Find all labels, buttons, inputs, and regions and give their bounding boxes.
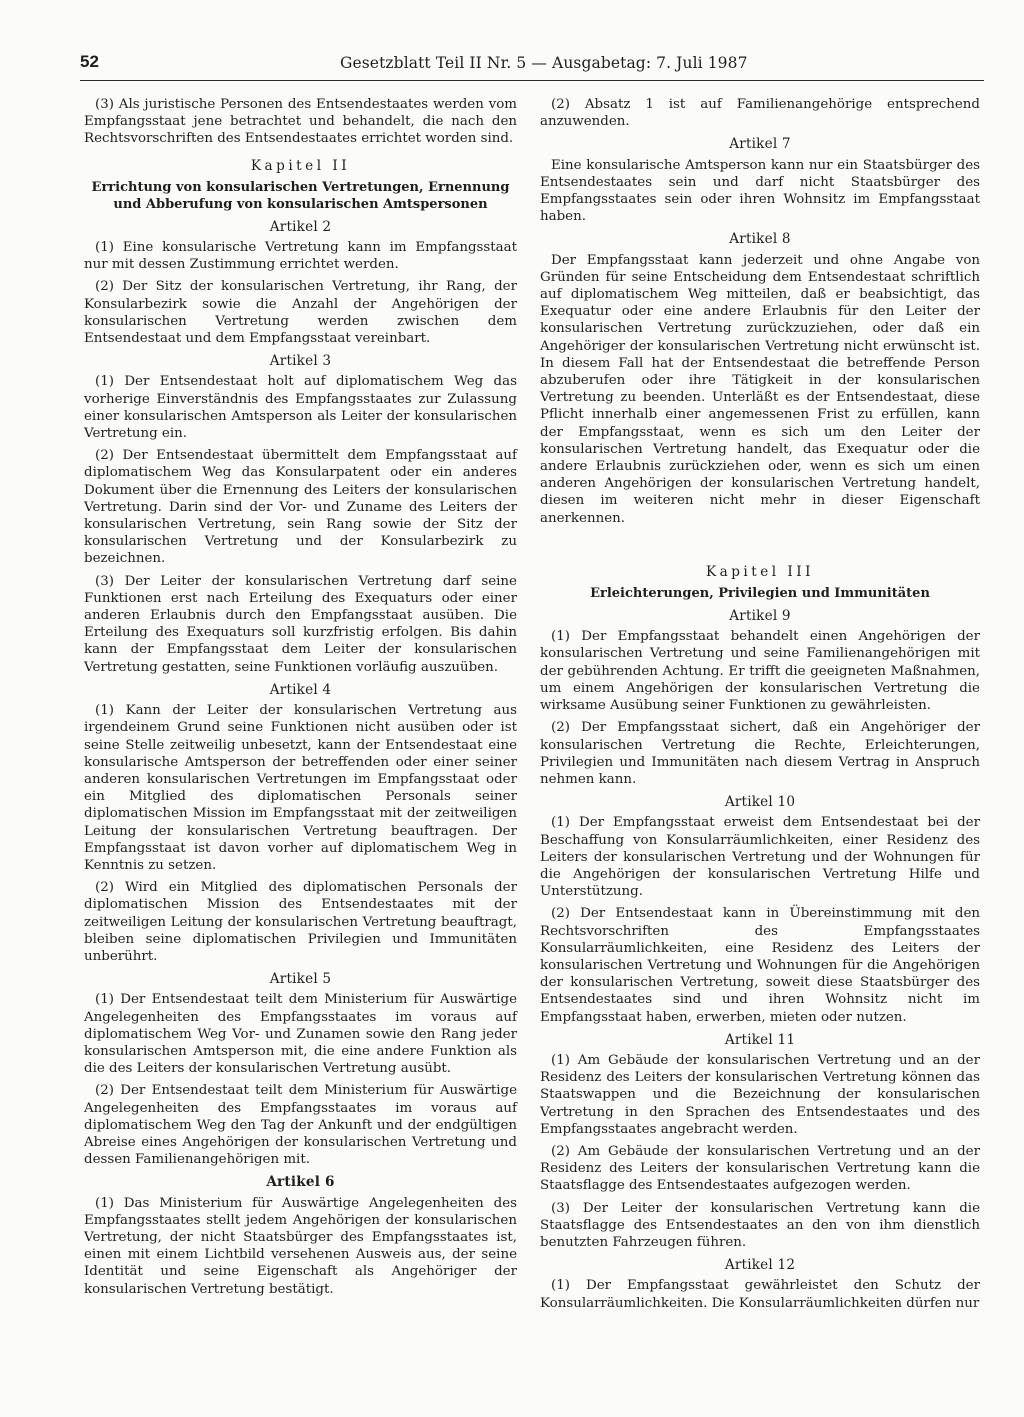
paragraph: (1) Der Entsendestaat teilt dem Ministerium für Auswärtige Angelegenheiten des Empfangsstaates im voraus auf diplomatischem Weg Vor- und Zunamen sowie den Rang jeder konsularischen Amtsperson mit, die eine andere Funktion als die des Leiters der konsularischen Vertretung ausübt. bbox=[84, 992, 517, 1077]
article-heading: Artikel 4 bbox=[269, 681, 332, 698]
left-column bbox=[84, 96, 517, 1303]
page-header bbox=[80, 52, 984, 80]
paragraph: (1) Der Empfangsstaat behandelt einen Angehörigen der konsularischen Vertretung und seine Familienangehörigen mit der gebührenden Achtung. Er trifft die geeigneten Maßnahmen, um einem Angehörigen der konsularischen Vertretung die wirksame Ausübung seiner Funktionen zu gewährleisten. bbox=[540, 629, 980, 714]
article-heading: Artikel 7 bbox=[729, 136, 791, 153]
article-heading: Artikel 9 bbox=[729, 608, 791, 625]
paragraph: (1) Der Entsendestaat holt auf diplomatischem Weg das vorherige Einverständnis des Empfangsstaates zur Zulassung einer konsularischen Amtsperson als Leiter der konsularischen Vertretung ein. bbox=[84, 374, 517, 442]
article-heading: Artikel 3 bbox=[269, 353, 332, 370]
paragraph: (1) Das Ministerium für Auswärtige Angelegenheiten des Empfangsstaates stellt jedem Angehörigen der konsularischen Vertretung, der nicht Staatsbürger des Empfangsstaates ist, einen mit einem Lichtbild versehenen Ausweis aus, der seine Identität und seine Eigenschaft als Angehöriger der konsularischen Vertretung bestätigt. bbox=[84, 1195, 517, 1297]
header-rule bbox=[80, 80, 984, 81]
paragraph: Eine konsularische Amtsperson kann nur ein Staatsbürger des Entsendestaates sein und darf nicht Staatsbürger des Empfangsstaates sein oder ihren Wohnsitz im Empfangsstaat haben. bbox=[540, 157, 980, 225]
paragraph: (1) Eine konsularische Vertretung kann im Empfangsstaat nur mit dessen Zustimmung errichtet werden. bbox=[84, 240, 517, 273]
paragraph: (2) Der Entsendestaat übermittelt dem Empfangsstaat auf diplomatischem Weg das Konsularpatent oder ein anderes Dokument über die Ernennung des Leiters der konsularischen Vertretung. Darin sind der Vor- und Zuname des Leiters der konsularischen Vertretung, sein Rang sowie der Sitz der konsularischen Vertretung und der Konsularbezirk zu bezeichnen. bbox=[84, 448, 517, 567]
paragraph: (2) Am Gebäude der konsularischen Vertretung und an der Residenz des Leiters der konsularischen Vertretung kann die Staatsflagge des Entsendestaates aufgezogen werden. bbox=[540, 1143, 980, 1194]
paragraph: (1) Am Gebäude der konsularischen Vertretung und an der Residenz des Leiters der konsularischen Vertretung können das Staatswappen und die Bezeichnung der konsularischen Vertretung in den Sprachen des Entsendestaates und des Empfangsstaates angebracht werden. bbox=[540, 1052, 980, 1137]
article-heading: Artikel 10 bbox=[724, 794, 796, 811]
article-heading: Artikel 5 bbox=[269, 971, 332, 988]
chapter-heading: Kapitel II bbox=[250, 157, 351, 174]
article-heading: Artikel 2 bbox=[269, 218, 332, 235]
paragraph: (2) Der Entsendestaat teilt dem Ministerium für Auswärtige Angelegenheiten des Empfangsstaates im voraus auf diplomatischem Weg den Tag der Ankunft und der endgültigen Abreise eines Angehörigen der konsularischen Vertretung und dessen Familienangehörigen mit. bbox=[84, 1083, 517, 1168]
paragraph: (1) Der Empfangsstaat erweist dem Entsendestaat bei der Beschaffung von Konsularräumlichkeiten, einer Residenz des Leiters der konsularischen Vertretung und der Wohnungen für die Angehörigen der konsularischen Vertretung Hilfe und Unterstützung. bbox=[540, 815, 980, 900]
chapter-title: Errichtung von konsularischen Vertretungen, Ernennung und Abberufung von konsularischen Amtspersonen bbox=[91, 179, 510, 212]
article-heading: Artikel 6 bbox=[266, 1174, 335, 1191]
paragraph: (1) Der Empfangsstaat gewährleistet den Schutz der Konsularräumlichkeiten. Die Konsularräumlichkeiten dürfen nur bbox=[540, 1278, 980, 1311]
paragraph: (3) Der Leiter der konsularischen Vertretung darf seine Funktionen erst nach Erteilung des Exequaturs oder einer anderen Erlaubnis durch den Empfangsstaat ausüben. Die Erteilung des Exequaturs soll kurzfristig erfolgen. Bis dahin kann der Empfangsstaat dem Leiter der konsularischen Vertretung gestatten, seine Funktionen vorläufig auszuüben. bbox=[84, 573, 517, 675]
article-heading: Artikel 8 bbox=[729, 231, 791, 248]
chapter-heading: Kapitel III bbox=[705, 563, 815, 580]
paragraph: (2) Der Sitz der konsularischen Vertretung, ihr Rang, der Konsularbezirk sowie die Anzahl der Angehörigen der konsularischen Vertretung werden zwischen dem Entsendestaat und dem Empfangsstaat vereinbart. bbox=[84, 279, 517, 347]
paragraph: (3) Der Leiter der konsularischen Vertretung kann die Staatsflagge des Entsendestaates an den von ihm dienstlich benutzten Fahrzeugen führen. bbox=[540, 1200, 980, 1250]
paragraph: (2) Absatz 1 ist auf Familienangehörige entsprechend anzuwenden. bbox=[540, 97, 980, 130]
paragraph: (1) Kann der Leiter der konsularischen Vertretung aus irgendeinem Grund seine Funktionen nicht ausüben oder ist seine Stelle zeitweilig unbesetzt, kann der Entsendestaat eine konsularische Amtsperson der betreffenden oder einer seiner anderen konsularischen Vertretungen im Empfangsstaat oder ein Mitglied des diplomatischen Personals seiner diplomatischen Mission im Empfangsstaat mit der zeitweiligen Leitung der konsularischen Vertretung beauftragen. Der Empfangsstaat ist davon vorher auf diplomatischem Weg in Kenntnis zu setzen. bbox=[84, 703, 517, 873]
section-spacer bbox=[540, 532, 980, 554]
paragraph: (2) Der Entsendestaat kann in Übereinstimmung mit den Rechtsvorschriften des Empfangsstaates Konsularräumlichkeiten, eine Residenz des Leiters der konsularischen Vertretung und Wohnungen für die Angehörigen der konsularischen Vertretung, soweit diese Staatsbürger des Entsendestaates sind und ihren Wohnsitz nicht im Empfangsstaat haben, erwerben, mieten oder nutzen. bbox=[540, 906, 980, 1025]
right-column bbox=[540, 96, 980, 1317]
article-heading: Artikel 11 bbox=[724, 1031, 796, 1048]
chapter-title: Erleichterungen, Privilegien und Immunitäten bbox=[590, 586, 930, 602]
paragraph: (2) Der Empfangsstaat sichert, daß ein Angehöriger der konsularischen Vertretung die Rechte, Erleichterungen, Privilegien und Immunitäten nach diesem Vertrag in Anspruch nehmen kann. bbox=[540, 720, 980, 787]
paragraph: (2) Wird ein Mitglied des diplomatischen Personals der diplomatischen Mission des Entsendestaates mit der zeitweiligen Leitung der konsularischen Vertretung beauftragt, bleiben seine diplomatischen Privilegien und Immunitäten unberührt. bbox=[84, 880, 517, 964]
paragraph: Der Empfangsstaat kann jederzeit und ohne Angabe von Gründen für seine Entscheidung dem Entsendestaat schriftlich auf diplomatischem Weg mitteilen, daß er beabsichtigt, das Exequatur oder eine andere Erlaubnis für den Leiter der konsularischen Vertretung zurückzuziehen, oder daß ein Angehöriger der konsularischen Vertretung nicht erwünscht ist. In diesem Fall hat der Entsendestaat die betreffende Person abzuberufen oder ihre Tätigkeit in der konsularischen Vertretung zu beenden. Unterläßt es der Entsendestaat, diese Pflicht innerhalb einer angemessenen Frist zu erfüllen, kann der Empfangsstaat, wenn es sich um den Leiter der konsularischen Vertretung handelt, das Exequatur oder die andere Erlaubnis zurückziehen oder, wenn es sich um einen anderen Angehörigen der konsularischen Vertretung handelt, diesen im weiteren nicht mehr in dieser Eigenschaft anerkennen. bbox=[540, 252, 980, 526]
running-title: Gesetzblatt Teil II Nr. 5 — Ausgabetag: 7. Juli 1987 bbox=[340, 54, 748, 72]
page-number: 52 bbox=[80, 52, 99, 71]
paragraph: (3) Als juristische Personen des Entsendestaates werden vom Empfangsstaat jene betrachtet und behandelt, die nach den Rechtsvorschriften des Entsendestaates errichtet worden sind. bbox=[84, 97, 517, 147]
article-heading: Artikel 12 bbox=[724, 1257, 796, 1274]
